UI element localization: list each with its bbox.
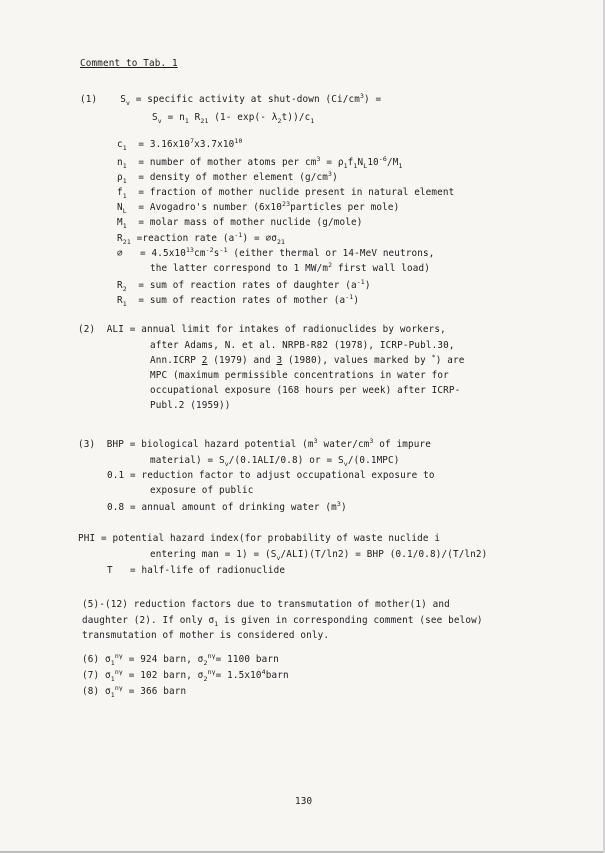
- note-2-line-3: Ann.ICRP 2 (1979) and 3 (1980), values marked by *) are: [150, 352, 465, 366]
- note-1-R21: $R_{21}$ =reaction rate $(a^{-1})$ = $\emptyset\sigma_{21}$: [117, 230, 286, 246]
- note-1-rho1: $\rho_1$ = density of mother element $(g/cm^3)$: [117, 169, 338, 185]
- note-3-line-3: 0.1 = reduction factor to adjust occupational exposure to: [107, 470, 435, 481]
- note-6: (6) $\sigma_1^{n\gamma} = 924$ barn, $\sigma_2^{n\gamma}= 1100$ barn: [82, 651, 279, 667]
- note-1-sv-formula: $S_v = n_1$ $R_{21}$ (1- exp(- $\lambda_2t))/c_1$: [152, 112, 315, 125]
- page-number: 130: [295, 796, 313, 807]
- note-4-line-2: entering man = $1) = (S_v/ALI)(T/\ln 2)$ = BHP (0.1/0.8)/(T/ln2): [150, 549, 488, 562]
- note-5-line-1: (5)-(12) reduction factors due to transmutation of mother(1) and: [82, 599, 450, 610]
- note-5-line-2: daughter (2). If only $\sigma_1$ is given in corresponding comment (see below): [82, 615, 483, 628]
- note-2-line-2: after Adams, N. et al. NRPB-R82 (1978), ICRP-Publ.30,: [150, 340, 455, 351]
- note-1-R2: $R_2$ = sum of reaction rates of daughter $(a^{-1})$: [117, 277, 371, 293]
- note-1-R1: $R_1$ = sum of reaction rates of mother $(a^{-1})$: [117, 292, 360, 308]
- note-4-line-1: PHI = potential hazard index(for probability of waste nuclide i: [78, 533, 441, 544]
- note-3-line-4: exposure of public: [150, 485, 254, 496]
- note-5-line-3: transmutation of mother is considered only.: [82, 630, 330, 641]
- note-1-n1: $n_1$ = number of mother atoms per $cm^3 = \rho_1f_1N_L10^{-6}/M_1$: [117, 154, 403, 170]
- note-2-line-5: occupational exposure (168 hours per week) after ICRP-: [150, 385, 461, 396]
- note-3-line-2: material) = $S_v/(0.1ALI/0.8)$ or = $S_v/(0.1MPC)$: [150, 455, 400, 468]
- note-1-sv-definition: (1) $S_v$ = specific activity at shut-down $(Ci/cm^3)$ =: [80, 91, 382, 107]
- note-1-M1: $M_1$ = molar mass of mother nuclide (g/mole): [117, 217, 363, 230]
- note-8: (8) $\sigma_1^{n\gamma} = 366$ barn: [82, 683, 187, 699]
- note-3-line-1: (3) BHP = biological hazard potential ($m^3$ water/$cm^3$ of impure: [78, 436, 432, 450]
- note-7: (7) $\sigma_1^{n\gamma} = 102$ barn, $\sigma_2^{n\gamma}=$ $1.5x10^4barn$: [82, 667, 289, 683]
- note-2-line-6: Publ.2 (1959)): [150, 400, 231, 411]
- heading: Comment to Tab. 1: [80, 58, 178, 69]
- note-1-phi: ∅ = $4.5x10^{13}cm^{-2}s^{-1}$ (either thermal or 14-MeV neutrons,: [117, 245, 435, 259]
- note-3-line-5: 0.8 = annual amount of drinking water $(m^3)$: [107, 499, 347, 513]
- note-1-NL: $N_L$ = Avogadro's number ($6x10^{23}particles$ per mole): [117, 199, 400, 215]
- note-1-phi-cont: the latter correspond to 1 $MW/m^2$ first wall load): [150, 260, 430, 274]
- note-4-line-3: T = half-life of radionuclide: [107, 565, 286, 576]
- note-1-f1: $f_1$ = fraction of mother nuclide present in natural element: [117, 187, 455, 200]
- note-1-c1: $c_1 = 3.16x10^7x3.7x10^{10}$: [117, 136, 243, 152]
- note-2-line-1: (2) ALI = annual limit for intakes of radionuclides by workers,: [78, 324, 446, 335]
- note-2-line-4: MPC (maximum permissible concentrations in water for: [150, 370, 449, 381]
